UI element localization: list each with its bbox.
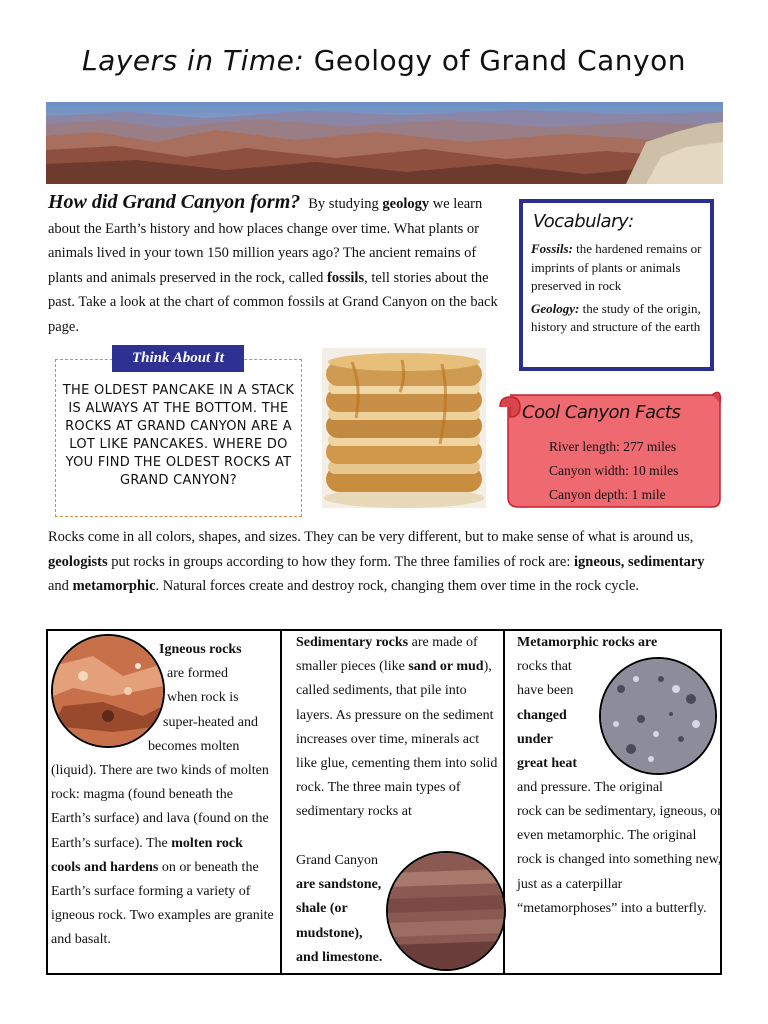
intro-text-2: we learn about the Earth’s history and how places change over time. What plants or animals lived in your town 150 million years ago? The ancient remains of plants and animals preserved in the rock, called: [48, 196, 483, 286]
geologists-term: geologists: [48, 553, 108, 570]
fossils-term: fossils: [327, 269, 365, 286]
title-italic: Layers in Time:: [82, 44, 305, 77]
vocab-fossils-term: Fossils:: [531, 241, 573, 256]
fact-canyon-depth: Canyon depth: 1 mile: [549, 487, 666, 502]
fact-canyon-width: Canyon width: 10 miles: [549, 463, 679, 478]
column-divider: [280, 631, 282, 973]
igneous-body-1: (liquid). There are two kinds of molten rock: magma (found beneath the Earth’s surface) and lava (found on the Earth’s surface). The: [51, 763, 269, 851]
igneous-intro-lines: [147, 638, 277, 735]
grand-canyon-banner-image: [46, 102, 723, 184]
intro-text-1: By studying: [308, 196, 383, 212]
metamorphic-term: metamorphic: [72, 578, 156, 594]
metamorphic-line: rocks that: [517, 659, 572, 675]
sedimentary-line: are sandstone,: [296, 877, 382, 893]
metamorphic-line: have been: [517, 683, 574, 699]
vocab-geology-def: the study of the origin, history and structure of the earth: [531, 300, 701, 334]
think-about-it-tab: Think About It: [112, 345, 244, 372]
families-and: and: [48, 578, 73, 594]
sedimentary-line: mudstone),: [296, 925, 363, 941]
page-title: [0, 44, 768, 77]
vocab-fossils-def: the hardened remains or imprints of plants or animals preserved in rock: [531, 241, 702, 293]
vocab-fossils: [531, 240, 710, 296]
metamorphic-line: changed: [517, 707, 567, 723]
igneous-body: [51, 759, 275, 953]
metamorphic-line: great heat: [517, 756, 577, 772]
sedimentary-body: [296, 631, 500, 825]
facts-title: Cool Canyon Facts: [522, 402, 681, 423]
metamorphic-line: and pressure. The original: [517, 780, 663, 796]
metamorphic-rock-image: [599, 657, 717, 775]
metamorphic-heading: Metamorphic rocks are: [517, 635, 658, 650]
igneous-heading: Igneous rocks: [159, 642, 242, 657]
sedimentary-text-1: are made of smaller pieces (like: [296, 635, 478, 675]
families-text-2: put rocks in groups according to how they form. The three families of rock are:: [107, 553, 575, 570]
sand-or-mud: sand or mud: [408, 659, 484, 675]
igneous-body-2: on or beneath the Earth’s surface forming a variety of igneous rock. Two examples are granite and basalt.: [51, 859, 274, 948]
igneous-line: are formed: [167, 666, 229, 682]
intro-paragraph: [48, 190, 513, 339]
vocabulary-box: [519, 199, 714, 371]
igneous-line: super-heated and: [163, 714, 258, 730]
fact-river-length: River length: 277 miles: [549, 439, 677, 454]
vocabulary-heading: Vocabulary:: [533, 211, 634, 232]
igneous-molten-line: [148, 735, 278, 759]
sedimentary-text-2: ), called sediments, that pile into layers. As pressure on the sediment increases over time, minerals act like glue, cementing them into solid rock. The three main types of sedimentary rocks at: [296, 659, 498, 820]
sedimentary-line: shale (or: [296, 901, 348, 917]
metamorphic-body: [517, 800, 723, 921]
metamorphic-body-text: rock can be sedimentary, igneous, or even metamorphic. The original rock is changed into something new, just as a caterpillar “metamorphoses” into a butterfly.: [517, 804, 722, 916]
sedimentary-line: and limestone.: [296, 949, 383, 965]
pancake-stack-image: [322, 348, 486, 508]
sedimentary-rock-image: [386, 851, 506, 971]
igneous-line: when rock is: [167, 690, 239, 706]
igneous-sedimentary-term: igneous, sedimentary: [574, 553, 705, 570]
geology-term: geology: [382, 196, 430, 212]
igneous-line: becomes molten: [148, 739, 240, 754]
families-text-1: Rocks come in all colors, shapes, and sizes. They can be very different, but to make sense of what is around us,: [48, 529, 694, 545]
metamorphic-heading-line: [517, 631, 719, 655]
vocab-geology-term: Geology:: [531, 300, 580, 316]
sedimentary-line: Grand Canyon: [296, 853, 379, 868]
igneous-bold: molten rock cools and hardens: [51, 835, 243, 875]
title-rest: Geology of Grand Canyon: [304, 44, 686, 77]
rock-families-paragraph: [48, 525, 728, 599]
metamorphic-line: under: [517, 731, 553, 747]
vocab-geology: [531, 300, 710, 337]
rock-types-table: [46, 629, 722, 975]
think-about-it-text: THE OLDEST PANCAKE IN A STACK IS ALWAYS AT THE BOTTOM. THE ROCKS AT GRAND CANYON ARE A LOT LIKE PANCAKES. WHERE DO YOU FIND THE OLDEST ROCKS AT GRAND CANYON?: [62, 383, 295, 488]
families-text-3: . Natural forces create and destroy rock, changing them over time in the rock cycle.: [155, 578, 640, 594]
intro-text-3: , tell stories about the past. Take a look at the chart of common fossils at Grand Canyon on the back page.: [48, 269, 498, 335]
intro-question: How did Grand Canyon form?: [48, 191, 301, 213]
sedimentary-heading: Sedimentary rocks: [296, 635, 409, 650]
